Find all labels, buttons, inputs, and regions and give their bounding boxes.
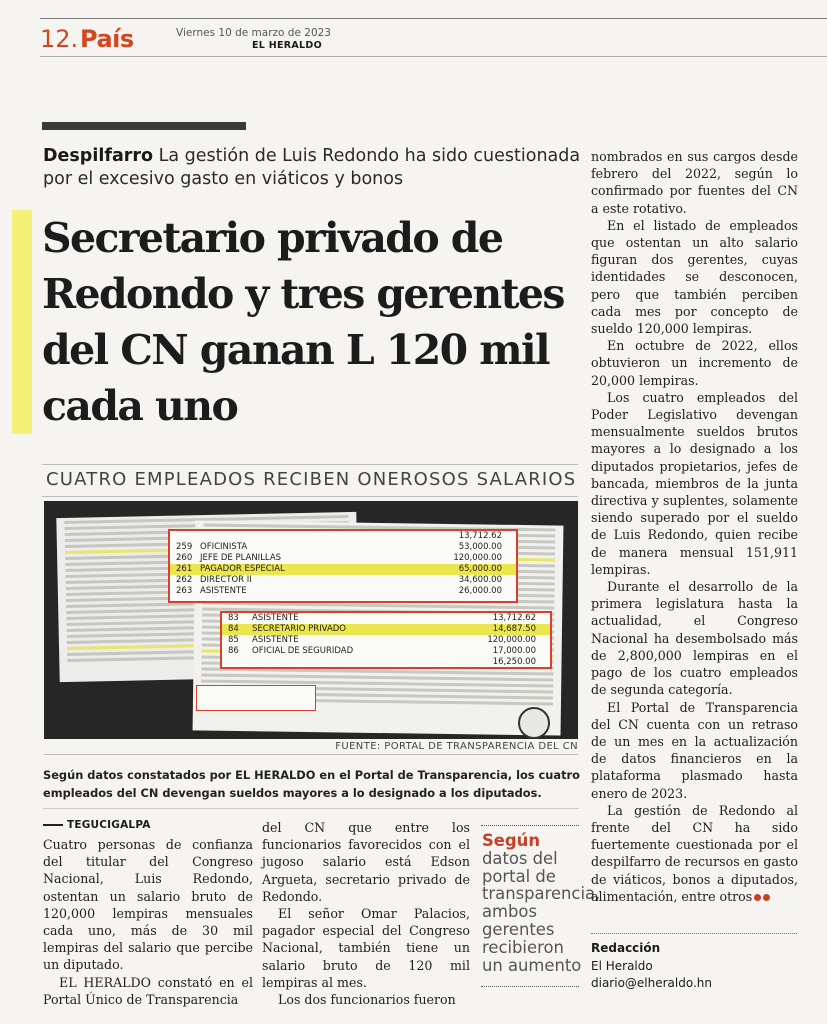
paragraph: Los dos funcionarios fueron (278, 992, 456, 1008)
table-cell-amount: 120,000.00 (487, 635, 536, 645)
table-cell-label: DIRECTOR II (200, 575, 252, 585)
callout-top (168, 529, 518, 603)
kicker-lead: Despilfarro (43, 146, 154, 166)
table-row (170, 575, 516, 586)
dateline (43, 819, 151, 831)
headline: Secretario privado de Redondo y tres gerentes del CN ganan L 120 mil cada uno (42, 214, 564, 430)
page-number: 12. (40, 25, 79, 53)
paragraph-final-text: La gestión de Redondo al frente del CN ha sido fuertemente cuestionada por el despilfarro de recursos en gasto de viáticos, bonos a diputados, alimentación, entre otros (591, 802, 798, 904)
table-row (170, 542, 516, 553)
salary-table-photo (44, 501, 578, 739)
table-row (170, 531, 516, 542)
pull-quote (482, 831, 601, 975)
paragraph: nombrados en sus cargos desde febrero del 2022, según lo confirmado por fuentes del CN a este rotativo. (591, 149, 798, 216)
table-cell-label: ASISTENTE (252, 613, 299, 623)
table-cell-num: 85 (228, 635, 239, 645)
paragraph: Durante el desarrollo de la primera legislatura hasta la actualidad, el Congreso Nacional ha desembolsado más de 2,800,000 lempiras en el pago de los cuatro empleados de segunda categoría. (591, 579, 798, 698)
table-row (222, 646, 550, 657)
table-cell-amount: 26,000.00 (458, 586, 502, 596)
table-cell-num: 86 (228, 646, 239, 656)
pull-quote-text: datos del portal de transparencia, ambos gerentes recibieron un aumento (482, 848, 601, 975)
table-row (222, 613, 550, 624)
paragraph-final (591, 802, 798, 905)
paragraph: del CN que entre los funcionarios favorecidos con el jugoso salario está Edson Argueta, secretario privado de Redondo. (262, 820, 470, 904)
table-cell-amount: 14,687.50 (492, 624, 536, 634)
table-cell-label: ASISTENTE (252, 635, 299, 645)
pull-quote-rule-bottom (481, 986, 579, 987)
table-cell-amount: 120,000.00 (453, 553, 502, 563)
paragraph: El Portal de Transparencia del CN cuenta con un retraso de un mes en la actualización de datos financieros en la plataforma plasmado hasta enero de 2023. (591, 699, 798, 801)
byline-paper: El Heraldo (591, 959, 653, 973)
newspaper-name: EL HERALDO (252, 40, 322, 51)
callout-bottom (220, 611, 552, 669)
table-cell-amount: 17,000.00 (492, 646, 536, 656)
seal-icon (518, 707, 550, 739)
table-row (170, 586, 516, 597)
table-row (222, 624, 550, 635)
dateline-text: TEGUCIGALPA (67, 819, 151, 831)
graphic-source: FUENTE: PORTAL DE TRANSPARENCIA DEL CN (335, 741, 578, 752)
table-row (222, 635, 550, 646)
table-cell-label: OFICINISTA (200, 542, 248, 552)
marker-highlight (12, 210, 32, 434)
table-cell-num: 84 (228, 624, 239, 634)
table-cell-amount: 65,000.00 (458, 564, 502, 574)
pull-quote-lead: Según (482, 831, 540, 850)
paragraph: EL HERALDO constató en el Portal Único de Transparencia (43, 974, 253, 1007)
paragraph: El señor Omar Palacios, pagador especial del Congreso Nacional, también tiene un salario bruto de 120 mil lempiras al mes. (262, 906, 470, 990)
kicker-text: La gestión de Luis Redondo ha sido cuestionada por el excesivo gasto en viáticos y bonos (43, 146, 581, 189)
header-rule (40, 56, 827, 57)
table-cell-label: JEFE DE PLANILLAS (200, 553, 282, 563)
graphic-title-rule (42, 496, 578, 497)
table-row (222, 657, 550, 668)
table-cell-num: 83 (228, 613, 239, 623)
table-cell-amount: 13,712.62 (492, 613, 536, 623)
page-top-rule (40, 18, 827, 19)
graphic-top-rule (42, 464, 578, 465)
table-cell-num: 261 (176, 564, 193, 574)
byline-email[interactable]: diario@elheraldo.hn (591, 976, 713, 990)
end-dot-icon (754, 894, 761, 901)
body-column-3 (591, 148, 798, 905)
kicker-bar (42, 122, 246, 130)
table-cell-amount: 13,712.62 (458, 531, 502, 541)
caption-rule (43, 808, 579, 809)
paragraph: Cuatro personas de confianza del titular del Congreso Nacional, Luis Redondo, ostentan un salario bruto de 120,000 lempiras mensuales cada uno, más de 30 mil lempiras del salario que percibe un diputado. (43, 837, 253, 973)
callout-small (196, 685, 316, 711)
page-date: Viernes 10 de marzo de 2023 (176, 27, 331, 39)
table-cell-amount: 53,000.00 (458, 542, 502, 552)
table-cell-num: 262 (176, 575, 193, 585)
table-cell-num: 260 (176, 553, 193, 563)
table-row (170, 553, 516, 564)
table-cell-label: PAGADOR ESPECIAL (200, 564, 285, 574)
graphic-title: CUATRO EMPLEADOS RECIBEN ONEROSOS SALARIOS (46, 469, 577, 490)
table-cell-num: 259 (176, 542, 193, 552)
photo-caption: Según datos constatados por EL HERALDO en el Portal de Transparencia, los cuatro empleados del CN devengan sueldos mayores a lo designado a los diputados. (43, 768, 580, 800)
table-cell-label: ASISTENTE (200, 586, 247, 596)
paragraph: En el listado de empleados que ostentan un alto salario figuran dos gerentes, cuyas identidades se desconocen, pero que también perciben cada mes por concepto de sueldo 120,000 lempiras. (591, 217, 798, 337)
table-cell-amount: 16,250.00 (492, 657, 536, 667)
table-cell-amount: 34,600.00 (458, 575, 502, 585)
graphic-source-rule (44, 754, 578, 755)
paragraph: En octubre de 2022, ellos obtuvieron un incremento de 20,000 lempiras. (591, 338, 798, 388)
table-cell-label: SECRETARIO PRIVADO (252, 624, 346, 634)
body-column-2 (262, 819, 470, 1008)
body-column-1 (43, 836, 253, 1008)
end-dot-icon (763, 894, 770, 901)
pull-quote-rule-top (481, 825, 579, 826)
table-row (170, 564, 516, 575)
section-name: País (80, 25, 134, 53)
credit-rule (591, 933, 797, 934)
table-cell-label: OFICIAL DE SEGURIDAD (252, 646, 354, 656)
paragraph: Los cuatro empleados del Poder Legislativo devengan mensualmente sueldos brutos mayores a lo designado a los diputados propietarios, jefes de bancada, miembros de la junta directiva y suplentes, solamente siendo superado por el sueldo de Luis Redondo, quien recibe de manera mensual 151,911 lempiras. (591, 389, 798, 577)
kicker (43, 145, 583, 191)
table-cell-num: 263 (176, 586, 193, 596)
byline: Redacción (591, 941, 661, 955)
